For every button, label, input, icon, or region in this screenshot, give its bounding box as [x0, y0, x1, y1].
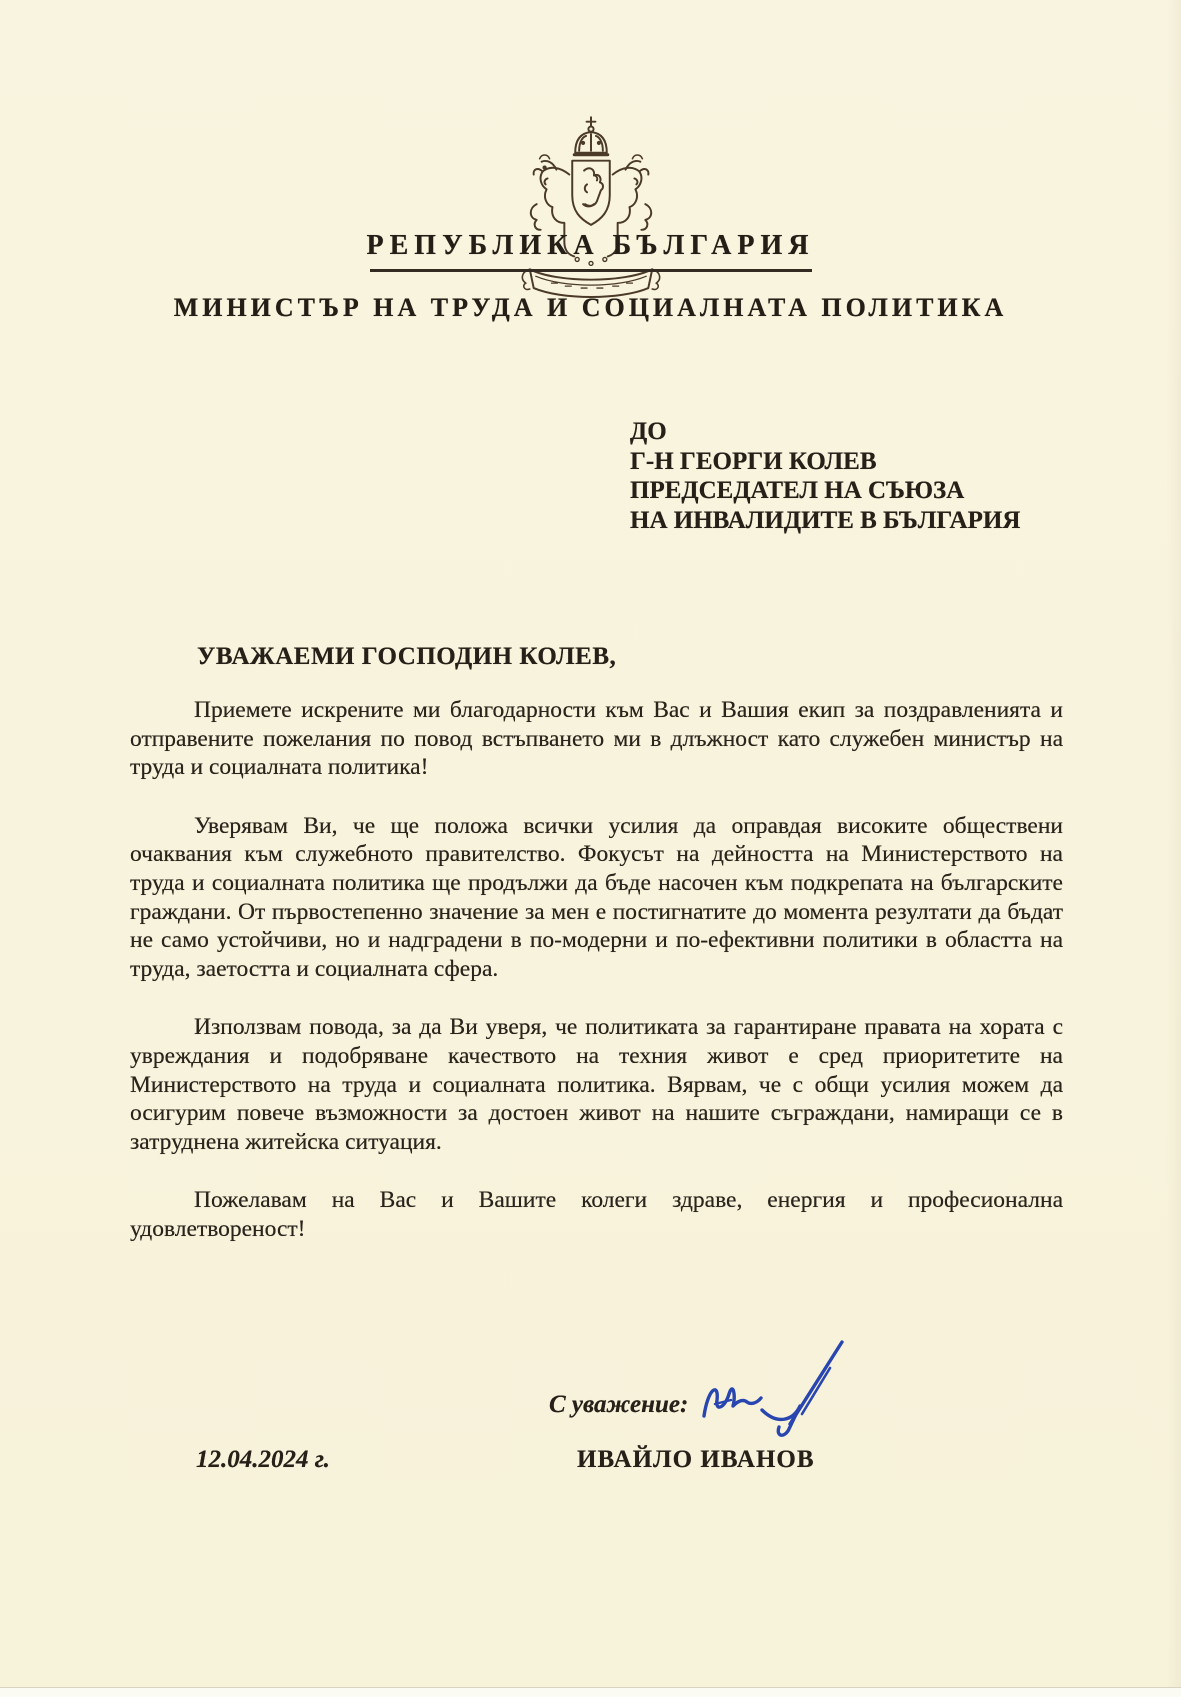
ministry-title: МИНИСТЪР НА ТРУДА И СОЦИАЛНАТА ПОЛИТИКА [173, 293, 1008, 322]
body-paragraph: Пожелавам на Вас и Вашите колеги здраве, енергия и професионална удовлетвореност! [130, 1187, 1063, 1242]
signature-ink [690, 1330, 870, 1450]
recipient-block [630, 417, 1020, 535]
republic-title: РЕПУБЛИКА БЪЛГАРИЯ [366, 230, 815, 261]
body-paragraph: Използвам повода, за да Ви уверя, че политиката за гарантиране правата на хората с увреждания и подобряване качеството на техния живот е сред приоритетите на Министерството на труда и социалната политика. Вярвам, че с общи усилия можем да осигурим повече възможности за достоен живот на нашите съграждани, намиращи се в затруднена житейска ситуация. [130, 1014, 1063, 1155]
body-paragraph: Уверявам Ви, че ще положа всички усилия да оправдая високите обществени очаквания към служебното правителство. Фокусът на дейността на Министерството на труда и социалната политика ще продължи да бъде насочен към подкрепата на българските граждани. От първостепенно значение за мен е постигнатите до момента резултати да бъдат не само устойчиви, но и надградени в по-модерни и по-ефективни политики в областта на труда, заетостта и социалната сфера. [130, 812, 1063, 982]
scan-shade [1167, 0, 1181, 1697]
bulgaria-coat-of-arms-icon [512, 112, 670, 317]
scan-edge [0, 1687, 1181, 1697]
body-paragraph: Приемете искрените ми благодарности към Вас и Вашия екип за поздравленията и отправените пожелания по повод встъпването ми в длъжност като служебен министър на труда и социалната политика! [130, 697, 1063, 781]
recipient-line-name: Г-Н ГЕОРГИ КОЛЕВ [630, 447, 877, 475]
recipient-line-title: ПРЕДСЕДАТЕЛ НА СЪЮЗА [630, 477, 965, 504]
recipient-line-to: ДО [630, 418, 667, 445]
letter-body [130, 696, 1063, 1274]
letterhead-rule [370, 269, 812, 272]
salutation: УВАЖАЕМИ ГОСПОДИН КОЛЕВ, [197, 643, 617, 670]
letter-date: 12.04.2024 г. [196, 1446, 330, 1473]
valediction: С уважение: [549, 1391, 689, 1418]
signer-name: ИВАЙЛО ИВАНОВ [577, 1446, 815, 1473]
recipient-line-org: НА ИНВАЛИДИТЕ В БЪЛГАРИЯ [630, 506, 1021, 534]
